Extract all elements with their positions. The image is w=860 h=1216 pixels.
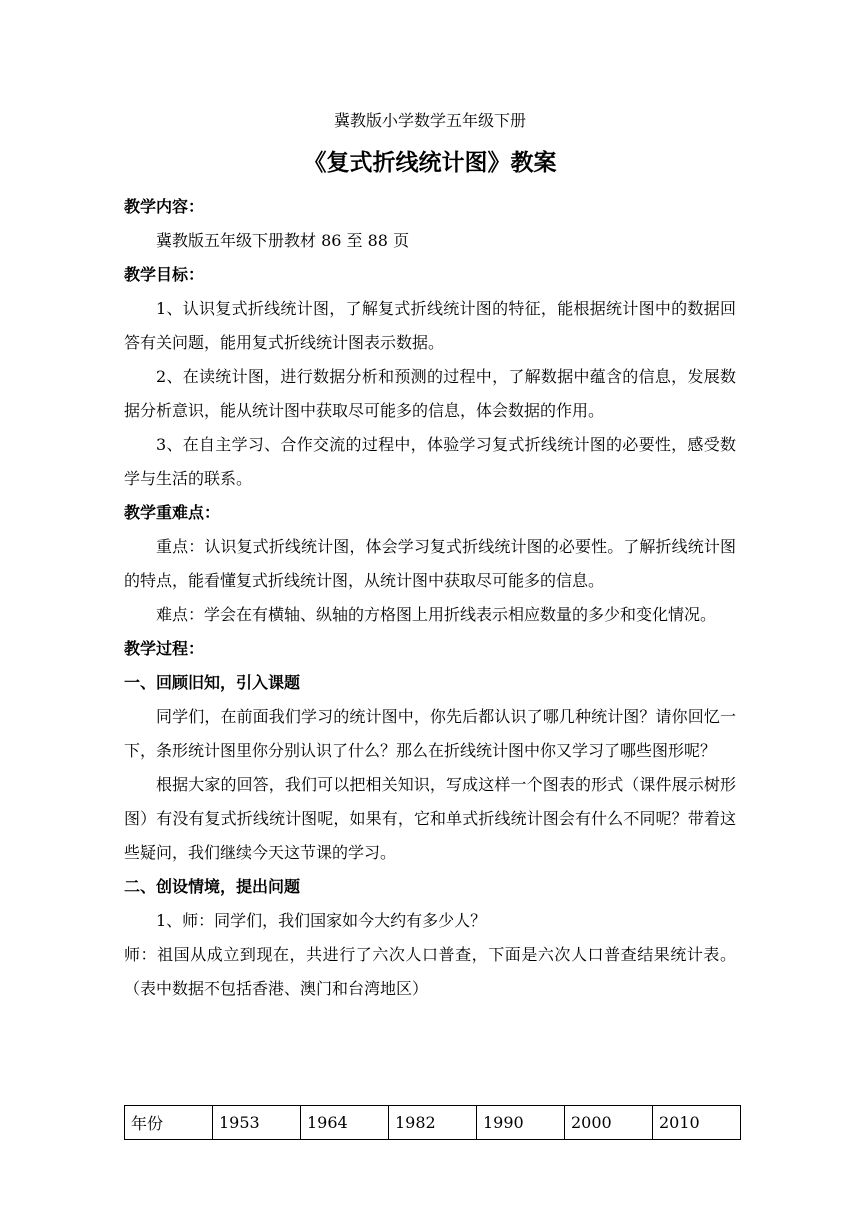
census-table-wrapper bbox=[124, 1105, 741, 1140]
table-cell-year: 1953 bbox=[213, 1106, 301, 1140]
document-body bbox=[124, 110, 736, 1006]
table-cell-year: 1964 bbox=[301, 1106, 389, 1140]
document-title: 《复式折线统计图》教案 bbox=[303, 150, 557, 176]
goal-2: 2、在读统计图，进行数据分析和预测的过程中，了解数据中蕴含的信息，发展数据分析意识，能从统计图中获取尽可能多的信息，体会数据的作用。 bbox=[124, 367, 736, 420]
goal-1: 1、认识复式折线统计图，了解复式折线统计图的特征，能根据统计图中的数据回答有关问题，能用复式折线统计图表示数据。 bbox=[124, 299, 736, 352]
table-row bbox=[125, 1106, 741, 1140]
goal-3: 3、在自主学习、合作交流的过程中，体验学习复式折线统计图的必要性，感受数学与生活的联系。 bbox=[124, 435, 736, 488]
part1-heading: 一、回顾旧知，引入课题 bbox=[124, 673, 301, 692]
key-difficult-heading: 教学重难点： bbox=[124, 503, 221, 522]
census-table bbox=[124, 1105, 741, 1140]
document-subtitle: 冀教版小学数学五年级下册 bbox=[333, 111, 526, 130]
table-cell-year: 1990 bbox=[477, 1106, 565, 1140]
table-cell-year: 2000 bbox=[565, 1106, 653, 1140]
content-text: 冀教版五年级下册教材 86 至 88 页 bbox=[156, 231, 410, 250]
part1-paragraph-1: 同学们，在前面我们学习的统计图中，你先后都认识了哪几种统计图？请你回忆一下，条形统计图里你分别认识了什么？那么在折线统计图中你又学习了哪些图形呢？ bbox=[124, 707, 736, 760]
part2-paragraph-1: 1、师：同学们，我们国家如今大约有多少人？ bbox=[156, 911, 487, 930]
table-row-header: 年份 bbox=[125, 1106, 213, 1140]
part2-paragraph-2: 师：祖国从成立到现在，共进行了六次人口普查，下面是六次人口普查结果统计表。（表中数据不包括香港、澳门和台湾地区） bbox=[124, 945, 736, 998]
key-point: 重点：认识复式折线统计图，体会学习复式折线统计图的必要性。了解折线统计图的特点，能看懂复式折线统计图，从统计图中获取尽可能多的信息。 bbox=[124, 537, 736, 590]
content-heading: 教学内容： bbox=[124, 197, 205, 216]
table-cell-year: 2010 bbox=[653, 1106, 741, 1140]
goals-heading: 教学目标： bbox=[124, 265, 205, 284]
difficult-point: 难点：学会在有横轴、纵轴的方格图上用折线表示相应数量的多少和变化情况。 bbox=[156, 605, 717, 624]
part2-heading: 二、创设情境，提出问题 bbox=[124, 877, 301, 896]
process-heading: 教学过程： bbox=[124, 639, 205, 658]
part1-paragraph-2: 根据大家的回答，我们可以把相关知识，写成这样一个图表的形式（课件展示树形图）有没有复式折线统计图呢，如果有，它和单式折线统计图会有什么不同呢？带着这些疑问，我们继续今天这节课的学习。 bbox=[124, 775, 736, 862]
table-cell-year: 1982 bbox=[389, 1106, 477, 1140]
